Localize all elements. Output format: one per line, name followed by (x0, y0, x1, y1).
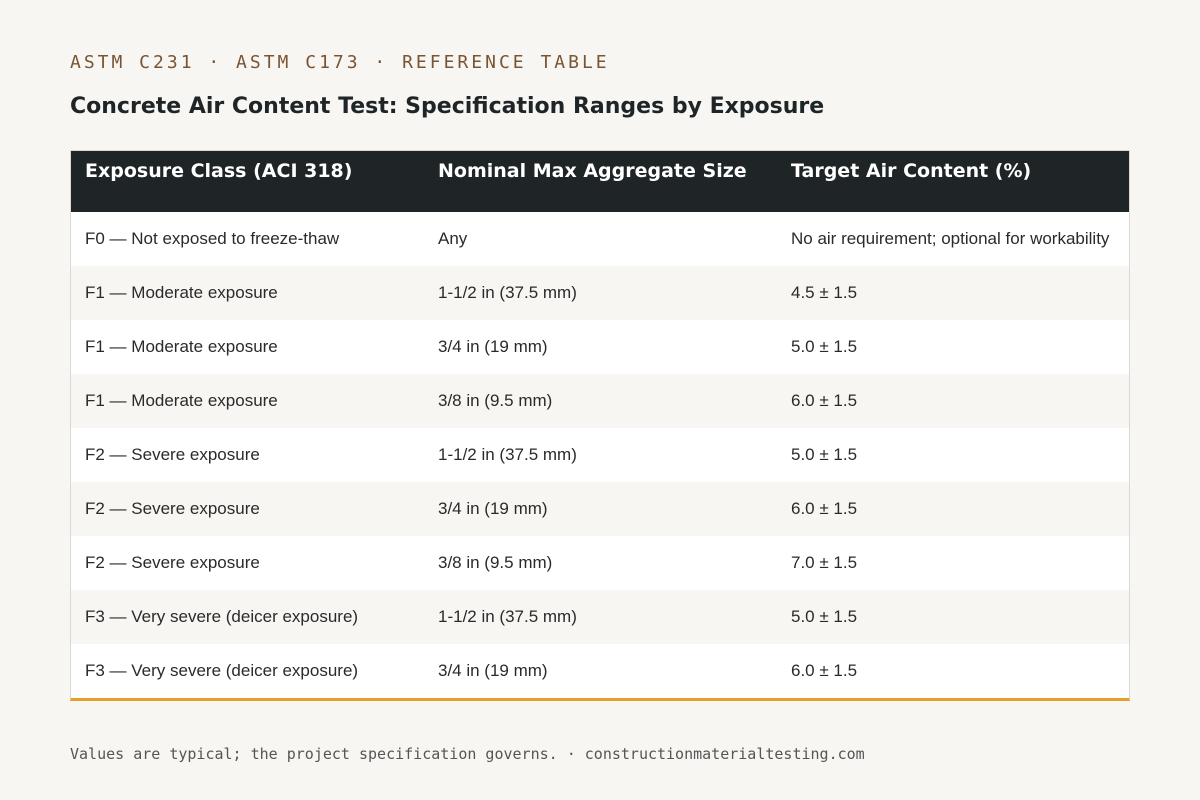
cell-aggregate-size: 3/4 in (19 mm) (438, 661, 548, 680)
table-body (71, 212, 1129, 698)
table-row (71, 482, 1129, 536)
cell-target-air-content: 4.5 ± 1.5 (791, 283, 858, 302)
table-row (71, 428, 1129, 482)
cell-exposure-class: F1 — Moderate exposure (85, 391, 278, 410)
cell-exposure-class: F0 — Not exposed to freeze-thaw (85, 229, 340, 248)
cell-exposure-class: F2 — Severe exposure (85, 445, 260, 464)
cell-exposure-class: F2 — Severe exposure (85, 499, 260, 518)
cell-aggregate-size: 3/4 in (19 mm) (438, 337, 548, 356)
cell-exposure-class: F3 — Very severe (deicer exposure) (85, 607, 359, 626)
column-header-aggregate-size: Nominal Max Aggregate Size (438, 160, 747, 182)
cell-target-air-content: 6.0 ± 1.5 (791, 661, 858, 680)
cell-exposure-class: F1 — Moderate exposure (85, 337, 278, 356)
table-row (71, 644, 1129, 698)
table-row (71, 590, 1129, 644)
cell-aggregate-size: 1-1/2 in (37.5 mm) (438, 445, 577, 464)
eyebrow-label: ASTM C231 · ASTM C173 · REFERENCE TABLE (70, 52, 610, 73)
column-header-exposure-class: Exposure Class (ACI 318) (85, 160, 353, 182)
cell-aggregate-size: 3/8 in (9.5 mm) (438, 391, 553, 410)
cell-target-air-content: 5.0 ± 1.5 (791, 607, 858, 626)
table-row (71, 266, 1129, 320)
cell-aggregate-size: Any (438, 229, 468, 248)
reference-table-container (70, 150, 1130, 701)
footer-note: Values are typical; the project specification governs. · constructionmaterialtesting.com (70, 745, 865, 763)
column-header-target-air-content: Target Air Content (%) (791, 160, 1032, 182)
table-row (71, 374, 1129, 428)
page-title: Concrete Air Content Test: Specification Ranges by Exposure (70, 94, 825, 119)
table-header (71, 151, 1129, 212)
table-row (71, 536, 1129, 590)
cell-aggregate-size: 1-1/2 in (37.5 mm) (438, 283, 577, 302)
cell-exposure-class: F2 — Severe exposure (85, 553, 260, 572)
cell-target-air-content: 5.0 ± 1.5 (791, 337, 858, 356)
cell-target-air-content: 6.0 ± 1.5 (791, 391, 858, 410)
cell-target-air-content: 7.0 ± 1.5 (791, 553, 858, 572)
cell-target-air-content: 6.0 ± 1.5 (791, 499, 858, 518)
cell-aggregate-size: 1-1/2 in (37.5 mm) (438, 607, 577, 626)
table-row (71, 320, 1129, 374)
cell-exposure-class: F3 — Very severe (deicer exposure) (85, 661, 359, 680)
cell-aggregate-size: 3/4 in (19 mm) (438, 499, 548, 518)
cell-aggregate-size: 3/8 in (9.5 mm) (438, 553, 553, 572)
reference-table (71, 151, 1129, 698)
table-header-row (71, 151, 1129, 212)
cell-target-air-content: 5.0 ± 1.5 (791, 445, 858, 464)
cell-target-air-content: No air requirement; optional for workability (791, 229, 1110, 248)
table-row (71, 212, 1129, 266)
cell-exposure-class: F1 — Moderate exposure (85, 283, 278, 302)
